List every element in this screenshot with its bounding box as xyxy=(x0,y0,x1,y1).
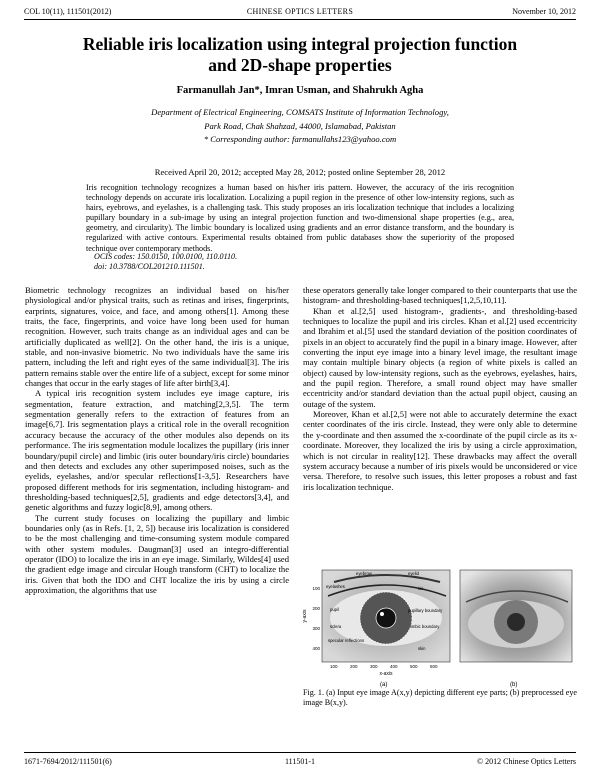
page-number: 111501-1 xyxy=(284,757,316,766)
copyright: © 2012 Chinese Optics Letters xyxy=(477,757,576,766)
figure-1 xyxy=(300,566,576,690)
label-eyelashes: eyelashes xyxy=(326,584,345,589)
journal-citation: COL 10(11), 111501(2012) xyxy=(24,7,112,16)
paragraph: Moreover, Khan et al.[2,5] were not able to accurately determine the exact center coordinates of the iris circle. Instead, they were only able to determine the y-coordinate and then assumed the x-coordinate of the pupil circle as its x-coordinate. Moreover, they localized the iris by using a circle approximation, which is not circular in reality[12]. These drawbacks may affect the overall system accuracy because a number of iris pixels would be unconsidered or vice versa. Therefore, to resolve such issues, this letter proposes a robust and fast iris localization technique. xyxy=(303,409,577,492)
label-sclera: sclera xyxy=(330,624,342,629)
x-tick-labels xyxy=(330,664,438,669)
ocis-codes: OCIS codes: 150.0150, 100.0100, 110.0110. xyxy=(94,252,238,261)
x-tick: 400 xyxy=(390,664,398,669)
x-tick: 300 xyxy=(370,664,378,669)
affiliation-line-2: Park Road, Chak Shahzad, 44000, Islamabad, Pakistan xyxy=(204,121,396,131)
y-tick: 300 xyxy=(312,626,320,631)
paragraph: Khan et al.[2,5] used histogram-, gradients-, and thresholding-based techniques to localize the pupil and iris circles. Khan et al.[2] used eccentricity and Ibrahim et al.[5] used the standard deviation of the position coordinates of pixels in an object to accurately find the pupil in a binary image. However, after converting the input eye image into a binary level image, the resultant image may contain multiple binary objects (a region of white pixels is called an object) caused by low-intensity regions, such as the eyebrows, eyelashes, hairs, and the pupil region. Therefore, a small round object may have smaller eccentricity and/or standard deviation than the actual pupil object, causing an outage of the system. xyxy=(303,305,577,409)
x-tick: 600 xyxy=(430,664,438,669)
y-tick: 100 xyxy=(312,586,320,591)
running-header xyxy=(24,6,576,20)
corresponding-author: * Corresponding author: farmanullahs123@yahoo.com xyxy=(203,134,397,144)
panel-b-label: (b) xyxy=(510,682,518,688)
doi: doi: 10.3788/COL201210.111501. xyxy=(94,262,205,272)
label-pupillary-boundary: pupillary boundary xyxy=(408,608,443,613)
label-specular-reflections: specular reflections xyxy=(328,638,365,643)
x-tick: 200 xyxy=(350,664,358,669)
label-iris: iris xyxy=(418,586,424,591)
author-list: Farmanullah Jan*, Imran Usman, and Shahrukh Agha xyxy=(176,85,424,96)
specular-reflection xyxy=(380,612,384,616)
figure-caption: Fig. 1. (a) Input eye image A(x,y) depicting different eye parts; (b) preprocessed eye image B(x,y). xyxy=(303,688,577,708)
paper-title: Reliable iris localization using integral projection function and 2D-shape properties xyxy=(82,34,518,75)
label-eyelid: eyelid xyxy=(408,571,419,576)
x-tick: 100 xyxy=(330,664,338,669)
footer-rule xyxy=(24,752,576,753)
affiliation-line-1: Department of Electrical Engineering, COMSATS Institute of Information Technology, xyxy=(151,107,449,117)
y-axis-label: y-axis xyxy=(302,609,308,623)
y-tick-labels xyxy=(312,586,320,651)
paragraph: The current study focuses on localizing the pupillary and limbic boundaries only (as in Refs. [1, 2, 5]) because iris localization is considered to be the most challenging and time-consuming system module compared with other system modules. Daugman[3] used an integro-differential operator (IDO) to localize the iris in an eye image. Similarly, Wildes[4] used the gradient edge image and circular Hough transform (CHT) to localize the iris. Given that both the IDO and CHT localize the iris by using a circle approximation, the algorithms that use xyxy=(25,512,289,595)
y-tick: 200 xyxy=(312,606,320,611)
paragraph: these operators generally take longer compared to their counterparts that use the histogram- and thresholding-based techniques[1,2,5,10,11]. xyxy=(303,285,577,306)
label-pupil: pupil xyxy=(330,607,339,612)
panel-a-label: (a) xyxy=(380,682,388,688)
label-limbic-boundary: limbic boundary xyxy=(410,624,440,629)
ocis-doi xyxy=(94,252,237,272)
label-eyebrow: eyebrow xyxy=(356,571,372,576)
y-tick: 400 xyxy=(312,646,320,651)
paragraph: Biometric technology recognizes an individual based on his/her physiological and/or physical traits, such as retinas and irises, fingerprints, earprints, signatures, voice, and face, and among others[1]. Among these traits, the face, fingerprints, and voice have long been used for human recognition. However, such traits change as an individual ages and can be artificially duplicated as well[2]. On the other hand, the iris is a unique, stable, and non-invasive biometric. No two individuals have the same iris pattern, including the left and right eyes of the same individual[3]. The iris pattern remains stable over the entire life of a subject, except for some minor changes that occur in the early stages of life after birth[3,4]. xyxy=(25,285,289,389)
x-tick: 500 xyxy=(410,664,418,669)
body-column-left xyxy=(25,285,289,595)
figure-1-graphic xyxy=(300,566,576,690)
paragraph: A typical iris recognition system includes eye image capture, iris segmentation, feature extraction, and matching[2,3,5]. The term segmentation generally refers to the extraction of features from an image[6,7]. Iris segmentation plays a critical role in the overall recognition accuracy because the accuracy of the other modules also depends on its performance. The iris segmentation module localizes the pupillary (iris inner boundary/pupil circle) and limbic (iris outer boundary/iris circle) boundaries and then detects and excludes any other superimposed noises, such as the eyelids, eyelashes, and/or specular reflections[1-3,5]. Researchers have proposed different methods for iris segmentation, including histogram- and thresholding-based techniques[2,5], gradients and edge detectors[3,4], and genetic algorithms and fuzzy logic[8,9], among others. xyxy=(25,388,289,513)
received-dates: Received April 20, 2012; accepted May 28, 2012; posted online September 28, 2012 xyxy=(154,167,446,177)
abstract: Iris recognition technology recognizes a human based on his/her iris pattern. However, the accuracy of the iris recognition technology depends on accurate iris localization. Localizing a pupil region in the presence of other low-intensity regions, such as hairs, eyebrows, and eyelashes, is a challenging task. This study proposes an iris localization technique that includes a localizing pupillary boundary in a sub-image by using an integral projection function and two-dimensional shape properties (e.g., area, geometry, and circularity). The limbic boundary is localized using gradients and an error distance transform, and the boundary is regularized with active contours. Experimental results obtained from public databases show the superiority of the proposed technique over contemporary methods. xyxy=(86,183,514,253)
issue-date: November 10, 2012 xyxy=(512,7,576,16)
issn: 1671-7694/2012/111501(6) xyxy=(24,757,112,766)
preprocessed-pupil xyxy=(507,613,525,631)
header-rule xyxy=(24,19,576,20)
x-axis-label: x-axis xyxy=(379,671,393,677)
label-skin: skin xyxy=(418,646,426,651)
journal-name: CHINESE OPTICS LETTERS xyxy=(246,7,354,16)
body-column-right xyxy=(303,285,577,492)
